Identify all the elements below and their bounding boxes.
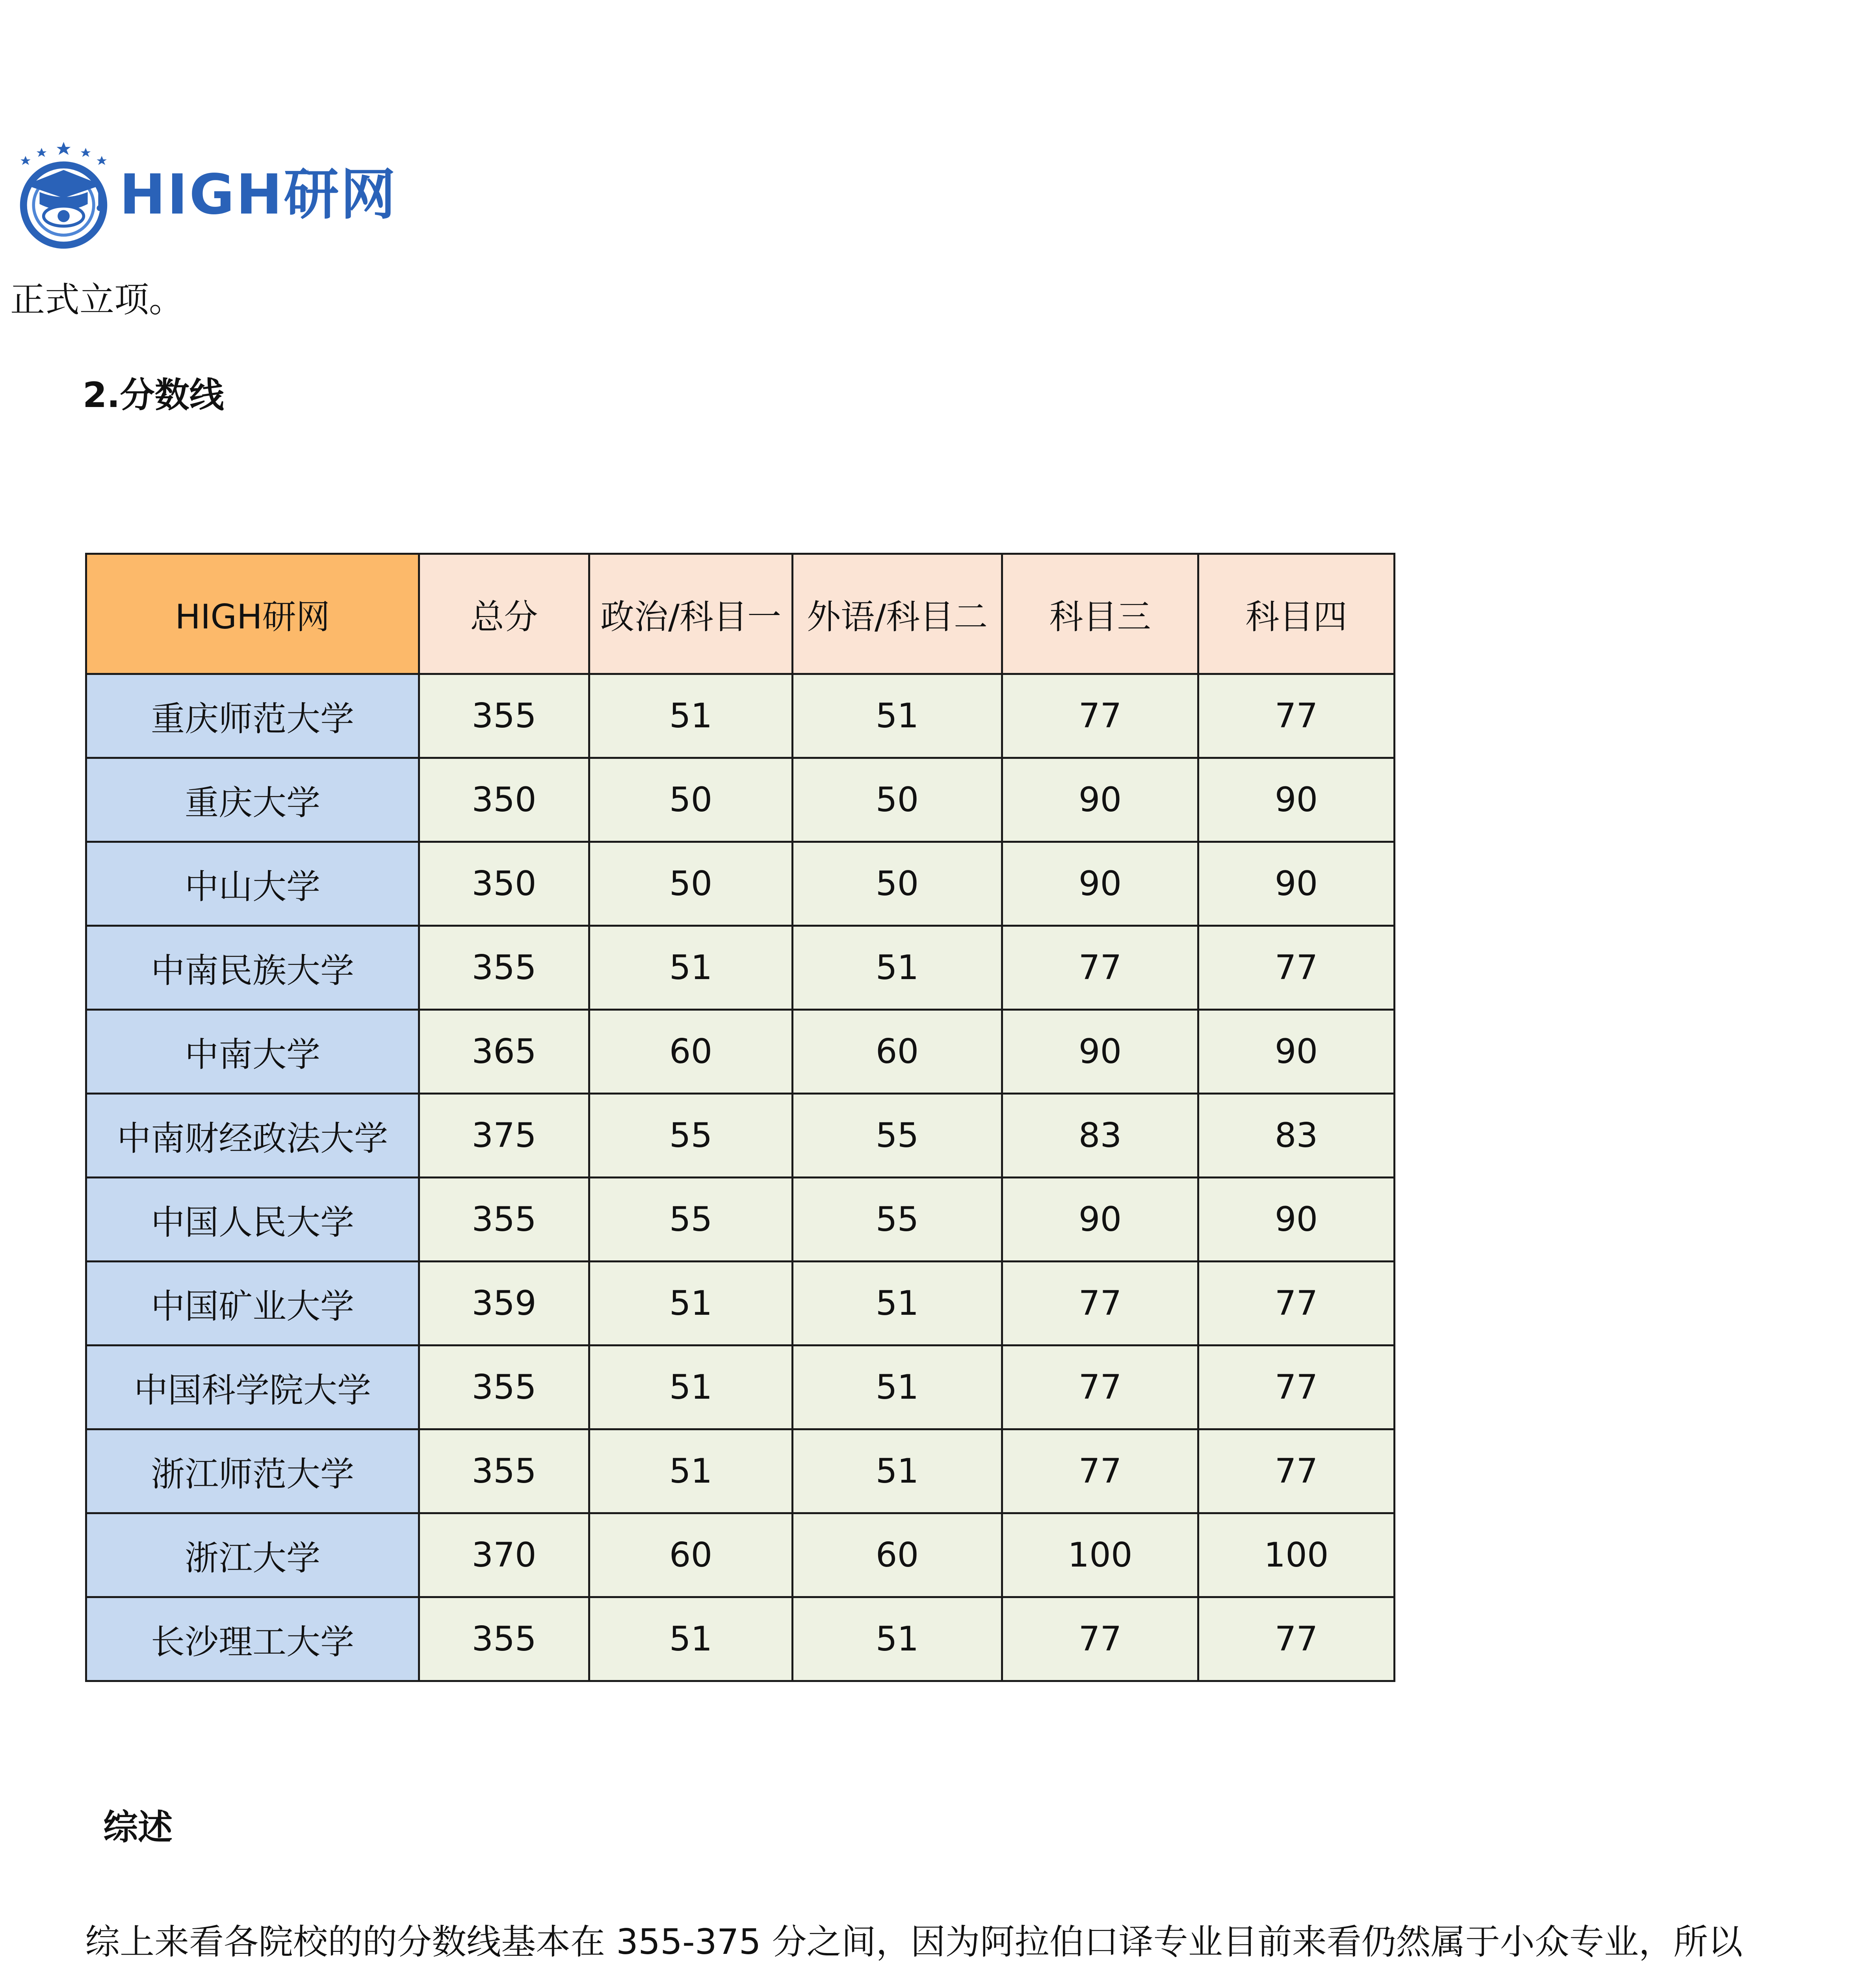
table-header-cell: 总分	[419, 554, 589, 674]
table-row	[86, 842, 1395, 926]
score-cell: 355	[419, 674, 589, 758]
table-row	[86, 1346, 1395, 1429]
logo	[13, 140, 397, 250]
score-cell: 51	[793, 674, 1002, 758]
score-cell: 77	[1002, 1262, 1198, 1346]
table-corner-cell: HIGH研网	[86, 554, 419, 674]
table-row	[86, 1429, 1395, 1513]
score-cell: 355	[419, 1597, 589, 1681]
table-row	[86, 758, 1395, 842]
score-cell: 355	[419, 1429, 589, 1513]
score-cell: 55	[793, 1094, 1002, 1178]
school-name-cell: 中国人民大学	[86, 1178, 419, 1262]
table-header-cell: 科目三	[1002, 554, 1198, 674]
score-cell: 77	[1198, 674, 1395, 758]
score-cell: 359	[419, 1262, 589, 1346]
table-header-cell: 外语/科目二	[793, 554, 1002, 674]
logo-text: HIGH研网	[119, 163, 397, 227]
score-cell: 60	[589, 1010, 793, 1094]
score-cell: 90	[1198, 1178, 1395, 1262]
score-cell: 77	[1198, 1346, 1395, 1429]
score-cell: 83	[1002, 1094, 1198, 1178]
score-cell: 51	[589, 926, 793, 1010]
table-header-cell: 政治/科目一	[589, 554, 793, 674]
score-cell: 370	[419, 1513, 589, 1597]
school-name-cell: 中南大学	[86, 1010, 419, 1094]
score-cell: 355	[419, 926, 589, 1010]
score-cell: 90	[1198, 842, 1395, 926]
table-row	[86, 1513, 1395, 1597]
score-cell: 51	[589, 1262, 793, 1346]
school-name-cell: 中国矿业大学	[86, 1262, 419, 1346]
score-cell: 77	[1198, 926, 1395, 1010]
section-heading-summary: 综述	[103, 1807, 173, 1847]
graduation-cap-eye-icon	[13, 140, 114, 250]
score-cell: 60	[793, 1010, 1002, 1094]
score-cell: 77	[1002, 1429, 1198, 1513]
school-name-cell: 中南财经政法大学	[86, 1094, 419, 1178]
score-cell: 350	[419, 842, 589, 926]
score-cell: 77	[1002, 674, 1198, 758]
score-cell: 365	[419, 1010, 589, 1094]
score-cell: 90	[1002, 758, 1198, 842]
score-cell: 77	[1002, 1346, 1198, 1429]
score-cell: 77	[1002, 1597, 1198, 1681]
score-cell: 51	[793, 926, 1002, 1010]
score-cell: 51	[793, 1597, 1002, 1681]
score-cell: 77	[1198, 1429, 1395, 1513]
table-row	[86, 1010, 1395, 1094]
score-cell: 90	[1002, 1010, 1198, 1094]
score-cell: 90	[1198, 758, 1395, 842]
school-name-cell: 浙江师范大学	[86, 1429, 419, 1513]
summary-line: 综上来看各院校的的分数线基本在 355-375 分之间，因为阿拉伯口译专业目前来看仍然属于小众专业，所以	[85, 1922, 1743, 1962]
table-row	[86, 674, 1395, 758]
score-cell: 50	[793, 842, 1002, 926]
school-name-cell: 中南民族大学	[86, 926, 419, 1010]
school-name-cell: 中山大学	[86, 842, 419, 926]
table-row	[86, 926, 1395, 1010]
table-header-cell: 科目四	[1198, 554, 1395, 674]
score-cell: 51	[793, 1262, 1002, 1346]
table-row	[86, 1178, 1395, 1262]
score-cell: 55	[589, 1094, 793, 1178]
score-cell: 51	[793, 1429, 1002, 1513]
school-name-cell: 中国科学院大学	[86, 1346, 419, 1429]
score-cell: 55	[793, 1178, 1002, 1262]
school-name-cell: 浙江大学	[86, 1513, 419, 1597]
score-cell: 51	[589, 1346, 793, 1429]
score-cell: 50	[589, 758, 793, 842]
score-cell: 90	[1002, 1178, 1198, 1262]
school-name-cell: 长沙理工大学	[86, 1597, 419, 1681]
table-header-row	[86, 554, 1395, 674]
score-cell: 60	[793, 1513, 1002, 1597]
table-row	[86, 1262, 1395, 1346]
score-cell: 51	[589, 1429, 793, 1513]
score-cell: 355	[419, 1346, 589, 1429]
score-cell: 83	[1198, 1094, 1395, 1178]
score-cell: 100	[1198, 1513, 1395, 1597]
school-name-cell: 重庆师范大学	[86, 674, 419, 758]
score-cell: 90	[1002, 842, 1198, 926]
score-cell: 90	[1198, 1010, 1395, 1094]
score-table	[85, 553, 1395, 1682]
score-cell: 51	[589, 674, 793, 758]
section-heading-scores: 2.分数线	[83, 375, 224, 415]
table-row	[86, 1597, 1395, 1681]
score-cell: 355	[419, 1178, 589, 1262]
summary-paragraph	[10, 1893, 1870, 1970]
intro-line: 正式立项。	[10, 279, 184, 320]
score-cell: 350	[419, 758, 589, 842]
score-cell: 55	[589, 1178, 793, 1262]
score-cell: 51	[589, 1597, 793, 1681]
score-cell: 50	[793, 758, 1002, 842]
school-name-cell: 重庆大学	[86, 758, 419, 842]
score-cell: 77	[1198, 1597, 1395, 1681]
table-row	[86, 1094, 1395, 1178]
score-cell: 51	[793, 1346, 1002, 1429]
score-cell: 50	[589, 842, 793, 926]
score-cell: 100	[1002, 1513, 1198, 1597]
score-cell: 77	[1002, 926, 1198, 1010]
score-cell: 60	[589, 1513, 793, 1597]
score-cell: 77	[1198, 1262, 1395, 1346]
score-cell: 375	[419, 1094, 589, 1178]
